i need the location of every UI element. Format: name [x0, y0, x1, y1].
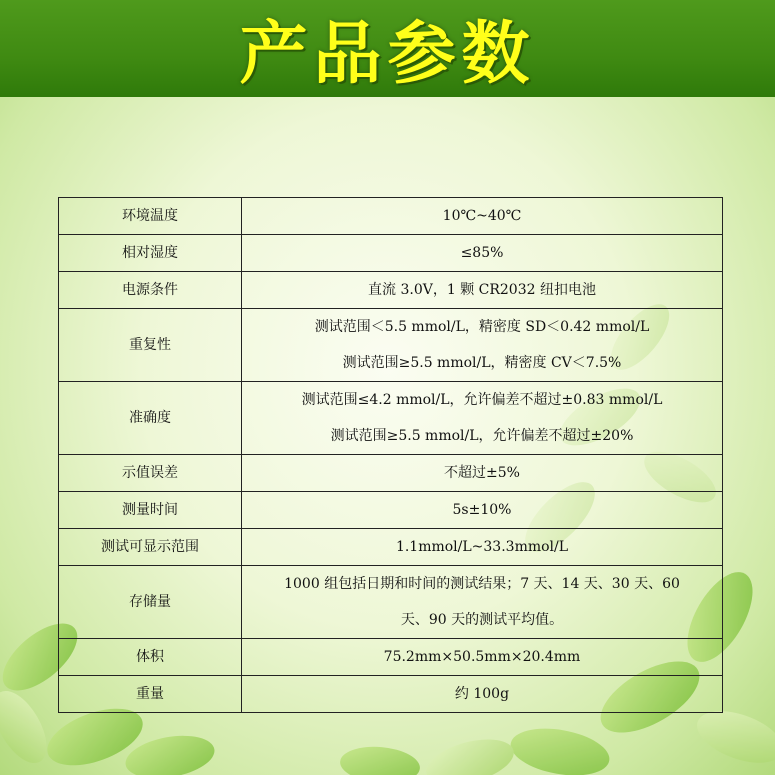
spec-label: 测试可显示范围 [59, 529, 242, 566]
spec-value-line: 约 100g [454, 686, 510, 702]
spec-value-line: 天、90 天的测试平均值。 [400, 612, 564, 628]
table-row [59, 272, 723, 309]
spec-value [242, 235, 723, 272]
spec-value-line: 直流 3.0V，1 颗 CR2032 纽扣电池 [368, 282, 596, 298]
spec-table [58, 197, 723, 713]
spec-value-line: 75.2mm×50.5mm×20.4mm [383, 649, 581, 665]
table-row [59, 566, 723, 639]
spec-label: 体积 [59, 639, 242, 676]
spec-value-line: 1.1mmol/L~33.3mmol/L [395, 539, 569, 555]
spec-value [242, 455, 723, 492]
spec-value-line: 测试范围≤4.2 mmol/L，允许偏差不超过±0.83 mmol/L [301, 392, 663, 408]
spec-value-line: 不超过±5% [444, 465, 520, 481]
spec-value-line: ≤85% [460, 245, 504, 261]
spec-label: 重量 [59, 676, 242, 713]
table-row [59, 455, 723, 492]
spec-value [242, 566, 723, 639]
table-row [59, 676, 723, 713]
spec-value [242, 492, 723, 529]
spec-label: 重复性 [59, 309, 242, 382]
table-row [59, 382, 723, 455]
spec-value [242, 639, 723, 676]
spec-value [242, 198, 723, 235]
spec-value-line: 测试范围＜5.5 mmol/L，精密度 SD＜0.42 mmol/L [314, 319, 650, 335]
spec-value-line: 测试范围≥5.5 mmol/L，精密度 CV＜7.5% [342, 355, 622, 371]
spec-value-line: 10℃~40℃ [442, 208, 522, 224]
spec-label: 准确度 [59, 382, 242, 455]
spec-label: 示值误差 [59, 455, 242, 492]
header-banner [0, 0, 775, 97]
table-row [59, 529, 723, 566]
spec-label: 存储量 [59, 566, 242, 639]
spec-value-line: 5s±10% [452, 502, 512, 518]
spec-value [242, 309, 723, 382]
table-row [59, 639, 723, 676]
table-row [59, 492, 723, 529]
spec-label: 电源条件 [59, 272, 242, 309]
spec-value [242, 676, 723, 713]
spec-label: 相对湿度 [59, 235, 242, 272]
spec-value [242, 529, 723, 566]
spec-value [242, 272, 723, 309]
table-row [59, 198, 723, 235]
table-row [59, 235, 723, 272]
page-title: 产品参数 [239, 15, 536, 94]
spec-value-line: 1000 组包括日期和时间的测试结果；7 天、14 天、30 天、60 [284, 576, 680, 592]
spec-label: 环境温度 [59, 198, 242, 235]
spec-label: 测量时间 [59, 492, 242, 529]
table-row [59, 309, 723, 382]
spec-value [242, 382, 723, 455]
spec-value-line: 测试范围≥5.5 mmol/L，允许偏差不超过±20% [330, 428, 634, 444]
